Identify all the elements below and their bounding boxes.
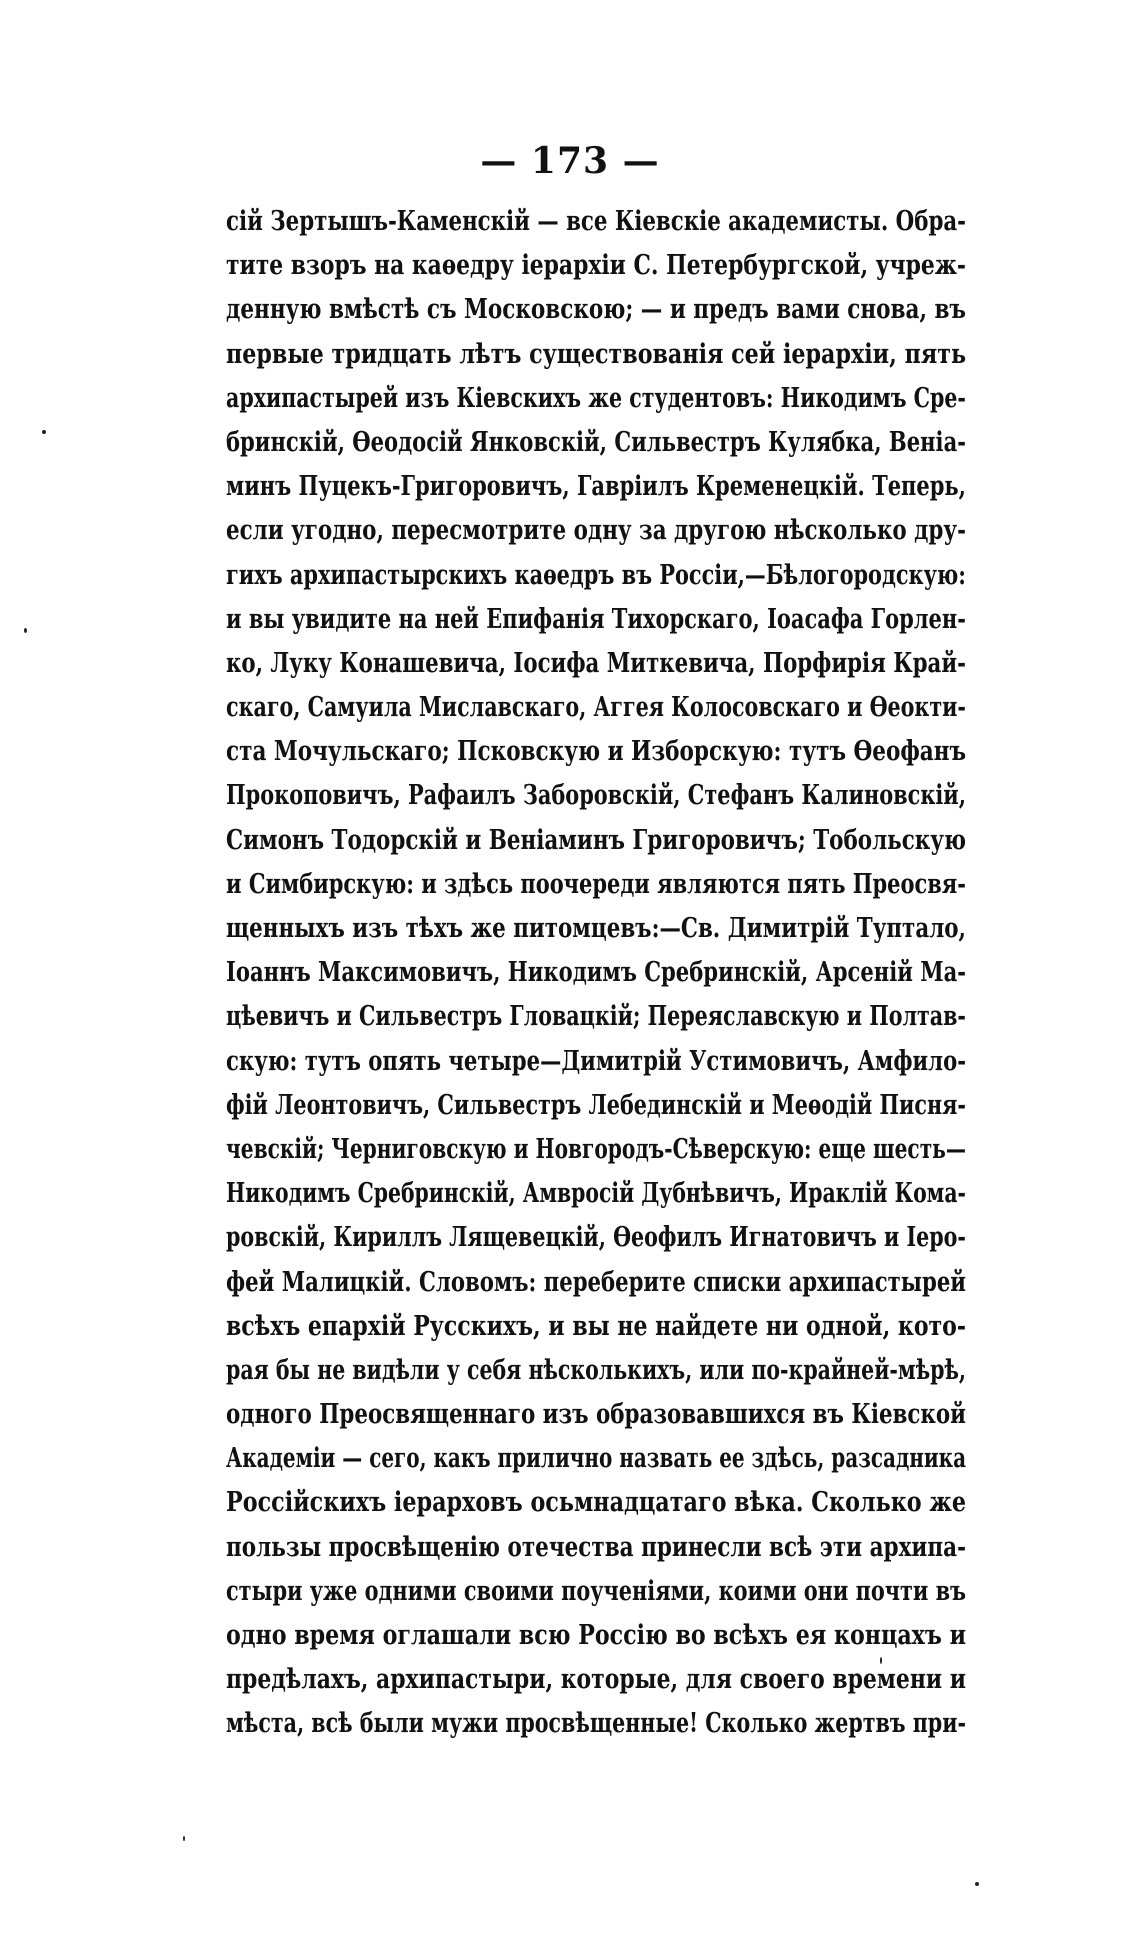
text-line: Прокоповичъ, Рафаилъ Заборовскій, Стефанъ Калиновскій, <box>226 780 967 812</box>
text-line: скаго, Самуила Миславскаго, Аггея Колосовскаго и Ѳеокти- <box>226 692 966 724</box>
text-line: тите взоръ на каѳедру іерархіи С. Петербургской, учреж- <box>226 250 966 282</box>
scan-speck <box>24 628 27 633</box>
text-line: Россійскихъ іерарховъ осьмнадцатаго вѣка. Сколько же <box>226 1487 967 1519</box>
text-line: Симонъ Тодорскій и Веніаминъ Григоровичъ; Тобольскую <box>226 824 967 856</box>
text-line: Іоаннъ Максимовичъ, Никодимъ Сребринскій, Арсеній Ма- <box>226 957 967 989</box>
text-line: денную вмѣстѣ съ Московскою; — и предъ вами снова, въ <box>226 294 966 326</box>
text-line: и Симбирскую: и здѣсь поочереди являются пять Преосвя- <box>226 868 966 900</box>
text-line: рая бы не видѣли у себя нѣсколькихъ, или по-крайней-мѣрѣ, <box>226 1354 967 1386</box>
text-line: пользы просвѣщенію отечества принесли всѣ эти архипа- <box>226 1531 967 1563</box>
text-line: гихъ архипастырскихъ каѳедръ въ Россіи,—Бѣлогородскую: <box>226 559 966 591</box>
text-line: скую: тутъ опять четыре—Димитрій Устимовичъ, Амфило- <box>226 1045 967 1077</box>
text-line: предѣлахъ, архипастыри, которые, для своего времени и <box>226 1664 966 1696</box>
page-number: — 173 — <box>480 140 660 182</box>
text-line: всѣхъ епархій Русскихъ, и вы не найдете ни одной, кото- <box>226 1310 967 1342</box>
text-line: Академіи — сего, какъ прилично назвать ее здѣсь, разсадника <box>226 1443 967 1475</box>
scan-speck <box>975 1882 979 1886</box>
scan-speck <box>183 1836 185 1841</box>
scan-speck <box>42 430 46 434</box>
text-line: Никодимъ Сребринскій, Амвросій Дубнѣвичъ, Ираклій Кома- <box>226 1178 966 1210</box>
text-line: чевскій; Черниговскую и Новгородъ-Сѣверскую: еще шесть— <box>226 1133 967 1165</box>
text-line: первые тридцать лѣтъ существованія сей іерархіи, пять <box>226 338 967 370</box>
scan-speck <box>880 1657 882 1664</box>
text-line: одного Преосвященнаго изъ образовавшихся въ Кіевской <box>226 1399 967 1431</box>
body-text <box>226 200 966 1747</box>
text-line: мѣста, всѣ были мужи просвѣщенные! Сколько жертвъ при- <box>226 1708 967 1740</box>
text-line: фей Малицкій. Словомъ: переберите списки архипастырей <box>226 1266 967 1298</box>
text-line: одно время оглашали всю Россію во всѣхъ ея концахъ и <box>226 1620 967 1651</box>
text-line: если угодно, пересмотрите одну за другою нѣсколько дру- <box>226 515 966 547</box>
text-line: бринскій, Ѳеодосій Янковскій, Сильвестръ Кулябка, Веніа- <box>226 426 966 458</box>
text-line: ста Мочульскаго; Псковскую и Изборскую: тутъ Ѳеофанъ <box>226 736 967 768</box>
text-line: архипастырей изъ Кіевскихъ же студентовъ: Никодимъ Сре- <box>226 382 966 414</box>
text-line: фій Леонтовичъ, Сильвестръ Лебединскій и Меѳодій Писня- <box>226 1089 967 1121</box>
text-line: щенныхъ изъ тѣхъ же питомцевъ:—Св. Димитрій Туптало, <box>226 913 967 944</box>
text-line: сій Зертышъ-Каменскій — все Кіевскіе академисты. Обра- <box>226 206 967 237</box>
text-line: и вы увидите на ней Епифанія Тихорскаго, Іоасафа Горлен- <box>226 603 966 635</box>
text-line: ко, Луку Конашевича, Іосифа Миткевича, Порфирія Край- <box>226 647 966 679</box>
text-line: стыри уже одними своими поученіями, коими они почти въ <box>226 1575 967 1607</box>
text-line: минъ Пуцекъ-Григоровичъ, Гавріилъ Кременецкій. Теперь, <box>226 471 966 503</box>
text-line: ровскій, Кириллъ Лящевецкій, Ѳеофилъ Игнатовичъ и Іеро- <box>226 1222 966 1254</box>
text-line: цѣевичъ и Сильвестръ Гловацкій; Переяславскую и Полтав- <box>226 1001 966 1033</box>
